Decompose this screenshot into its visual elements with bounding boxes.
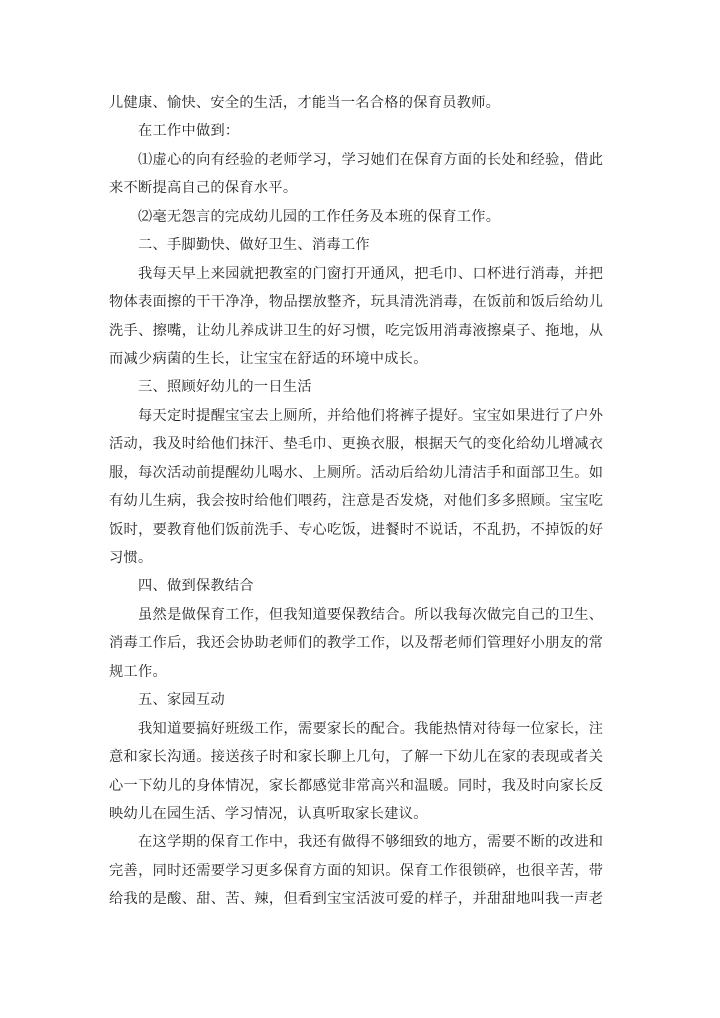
text-line: 三、照顾好幼儿的一日生活 bbox=[138, 379, 312, 396]
text-line: 我知道要搞好班级工作，需要家长的配合。我能热情对待每一位家长，注 bbox=[138, 720, 603, 737]
text-line: 服，每次活动前提醒幼儿喝水、上厕所。活动后给幼儿清洁手和面部卫生。如 bbox=[109, 464, 603, 481]
text-line: 四、做到保教结合 bbox=[138, 578, 254, 595]
text-line: 给我的是酸、甜、苦、辣，但看到宝宝活波可爱的样子，并甜甜地叫我一声老 bbox=[109, 891, 603, 908]
text-line: 而减少病菌的生长，让宝宝在舒适的环境中成长。 bbox=[109, 350, 428, 367]
text-line: 饭时，要教育他们饭前洗手、专心吃饭，进餐时不说话，不乱扔，不掉饭的好 bbox=[109, 521, 603, 538]
text-line: 在工作中做到： bbox=[138, 123, 240, 140]
text-line: 心一下幼儿的身体情况，家长都感觉非常高兴和温暖。同时，我及时向家长反 bbox=[109, 777, 603, 794]
text-line: 物体表面擦的干干净净，物品摆放整齐，玩具清洗消毒，在饭前和饭后给幼儿 bbox=[109, 294, 603, 311]
text-line: 每天定时提醒宝宝去上厕所，并给他们将裤子提好。宝宝如果进行了户外 bbox=[138, 407, 603, 424]
text-line: 我每天早上来园就把教室的门窗打开通风，把毛巾、口杯进行消毒，并把 bbox=[138, 265, 603, 282]
text-line: 规工作。 bbox=[109, 663, 167, 680]
text-line: 消毒工作后，我还会协助老师们的教学工作，以及帮老师们管理好小朋友的常 bbox=[109, 635, 603, 652]
text-line: 有幼儿生病，我会按时给他们喂药，注意是否发烧，对他们多多照顾。宝宝吃 bbox=[109, 493, 603, 510]
text-line: ⑴虚心的向有经验的老师学习，学习她们在保育方面的长处和经验，借此 bbox=[138, 151, 603, 168]
document-body bbox=[109, 89, 603, 914]
text-line: 二、手脚勤快、做好卫生、消毒工作 bbox=[138, 237, 370, 254]
text-line: 在这学期的保育工作中，我还有做得不够细致的地方，需要不断的改进和 bbox=[138, 834, 603, 851]
text-line: 完善，同时还需要学习更多保育方面的知识。保育工作很锁碎，也很辛苦，带 bbox=[109, 862, 603, 879]
text-line: 映幼儿在园生活、学习情况，认真听取家长建议。 bbox=[109, 805, 428, 822]
text-line: 虽然是做保育工作，但我知道要保教结合。所以我每次做完自己的卫生、 bbox=[138, 606, 603, 623]
text-line: 来不断提高自己的保育水平。 bbox=[109, 180, 298, 197]
text-line: 儿健康、愉快、安全的生活，才能当一名合格的保育员教师。 bbox=[109, 95, 501, 111]
text-line: 习惯。 bbox=[109, 550, 153, 566]
text-line: 洗手、擦嘴，让幼儿养成讲卫生的好习惯，吃完饭用消毒液擦桌子、拖地，从 bbox=[109, 322, 603, 339]
text-line: 意和家长沟通。接送孩子时和家长聊上几句，了解一下幼儿在家的表现或者关 bbox=[109, 749, 603, 766]
text-line: 活动，我及时给他们抹汗、垫毛巾、更换衣服，根据天气的变化给幼儿增减衣 bbox=[109, 436, 603, 453]
text-line: ⑵毫无怨言的完成幼儿园的工作任务及本班的保育工作。 bbox=[138, 208, 501, 225]
text-line: 五、家园互动 bbox=[138, 692, 225, 709]
